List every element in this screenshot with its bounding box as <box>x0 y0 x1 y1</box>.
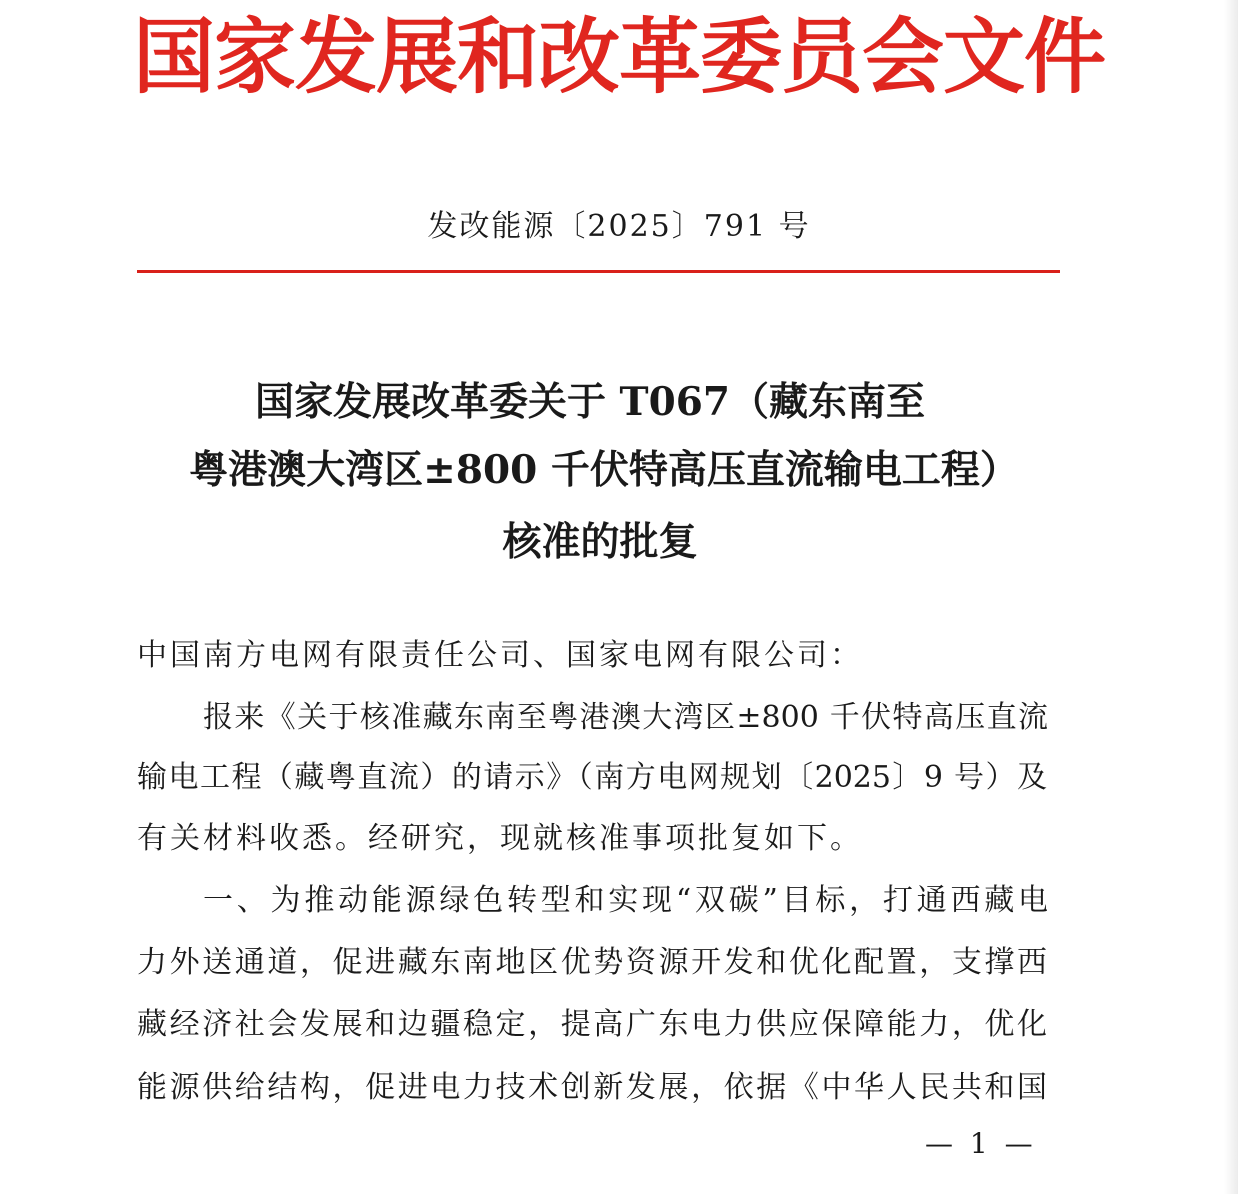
paragraph-1-line-3: 有关材料收悉。经研究，现就核准事项批复如下。 <box>137 821 863 856</box>
paragraph-2-line-4: 能源供给结构，促进电力技术创新发展，依据《中华人民共和国 <box>137 1070 1047 1105</box>
issuer-title <box>0 2 1238 112</box>
document-title-line-2: 粤港澳大湾区±800 千伏特高压直流输电工程） <box>189 447 1019 493</box>
paragraph-2-line-3: 藏经济社会发展和边疆稳定，提高广东电力供应保障能力，优化 <box>137 1007 1047 1042</box>
addressee: 中国南方电网有限责任公司、国家电网有限公司： <box>137 638 863 673</box>
document-number: 发改能源〔2025〕791 号 <box>427 209 811 244</box>
red-divider-line <box>137 270 1060 273</box>
issuer-title-text: 国家发展和改革委员会文件 <box>132 9 1105 105</box>
document-title-line-1: 国家发展改革委关于 T067（藏东南至 <box>254 379 925 425</box>
paragraph-1-line-2: 输电工程（藏粤直流）的请示》（南方电网规划〔2025〕9 号）及 <box>137 760 1047 795</box>
paragraph-1-line-1: 报来《关于核准藏东南至粤港澳大湾区±800 千伏特高压直流 <box>203 700 1048 735</box>
page-edge-shadow <box>1224 0 1238 1194</box>
page-number: — 1 — <box>925 1127 1037 1160</box>
paragraph-2-line-1: 一、为推动能源绿色转型和实现“双碳”目标，打通西藏电 <box>203 883 1048 918</box>
document-title-line-3: 核准的批复 <box>502 519 698 565</box>
paragraph-2-line-2: 力外送通道，促进藏东南地区优势资源开发和优化配置，支撑西 <box>137 945 1047 980</box>
